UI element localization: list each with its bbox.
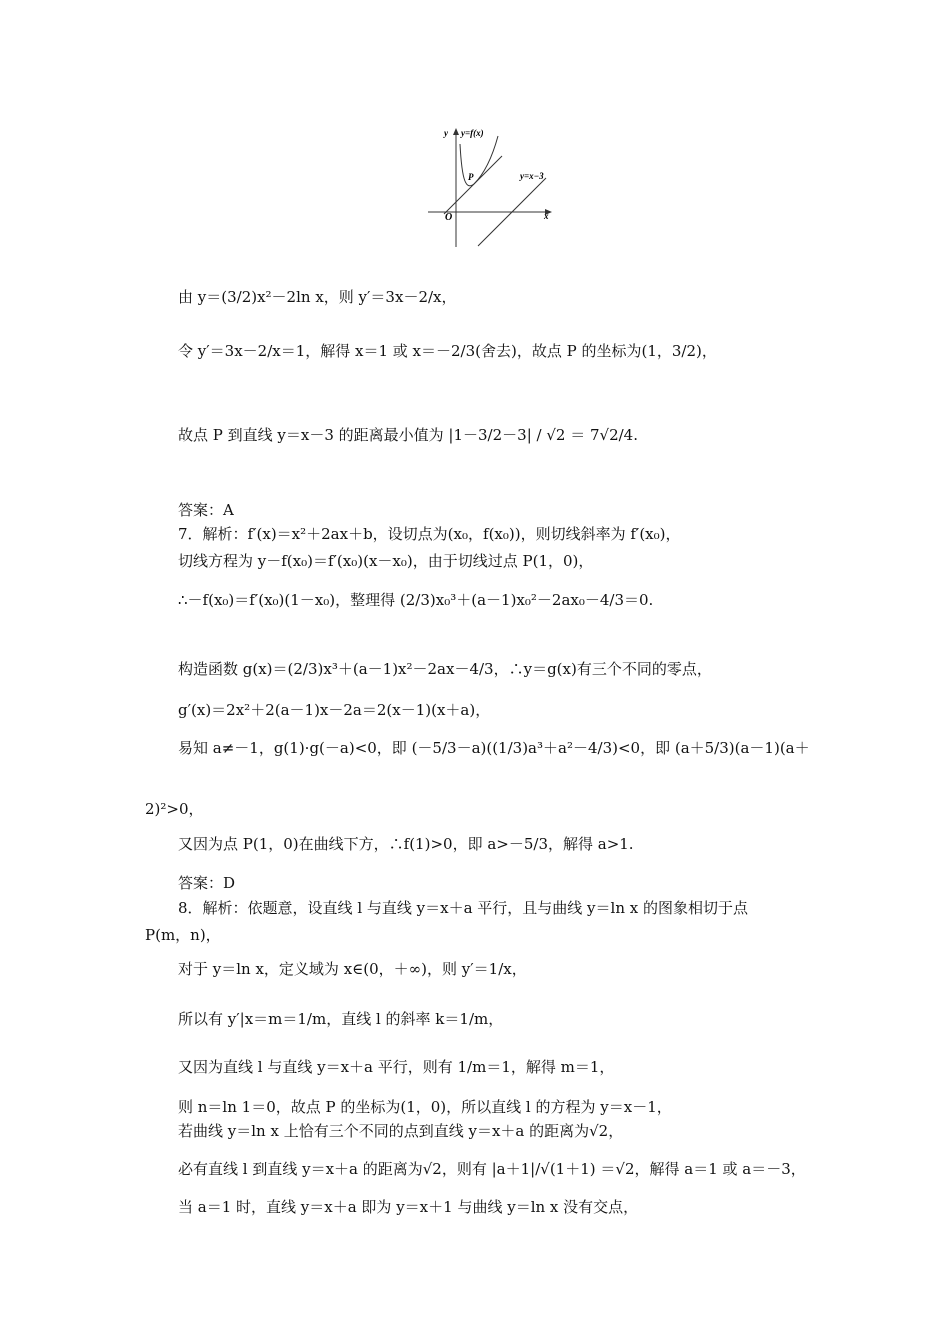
text-line: 对于 y＝ln x，定义域为 x∈(0，＋∞)，则 y′＝1/x， bbox=[178, 960, 527, 978]
text-line: 2)²>0， bbox=[145, 800, 204, 818]
text-line: 则 n＝ln 1＝0，故点 P 的坐标为(1，0)，所以直线 l 的方程为 y＝x－1， bbox=[178, 1098, 672, 1116]
text-line: 若曲线 y＝ln x 上恰有三个不同的点到直线 y＝x＋a 的距离为√2， bbox=[178, 1122, 624, 1140]
text-line: 切线方程为 y－f(x₀)＝f′(x₀)(x－x₀)，由于切线过点 P(1，0)， bbox=[178, 552, 594, 570]
text-line: 又因为直线 l 与直线 y＝x＋a 平行，则有 1/m＝1，解得 m＝1， bbox=[178, 1058, 615, 1076]
text-line: ∴－f(x₀)＝f′(x₀)(1－x₀)，整理得 (2/3)x₀³＋(a－1)x₀²－2ax₀－4/3＝0. bbox=[178, 591, 654, 609]
answer-line: 答案：D bbox=[178, 874, 236, 892]
text-line: 构造函数 g(x)＝(2/3)x³＋(a－1)x²－2ax－4/3，∴y＝g(x)有三个不同的零点， bbox=[178, 660, 712, 678]
text-line: 必有直线 l 到直线 y＝x＋a 的距离为√2，则有 |a＋1|/√(1＋1) ＝√2，解得 a＝1 或 a＝－3， bbox=[178, 1160, 806, 1178]
text-line: 由 y＝(3/2)x²－2ln x，则 y′＝3x－2/x， bbox=[178, 288, 457, 306]
text-line: P(m，n)， bbox=[145, 926, 221, 944]
tangent-line bbox=[444, 156, 502, 214]
x-axis-label: x bbox=[544, 211, 549, 221]
text-line: g′(x)＝2x²＋2(a－1)x－2a＝2(x－1)(x＋a)， bbox=[178, 701, 491, 719]
answer-line: 答案：A bbox=[178, 501, 234, 519]
y-axis-label: y bbox=[444, 128, 448, 138]
point-p-label: P bbox=[468, 172, 474, 182]
origin-label: O bbox=[445, 212, 453, 223]
text-line: 7．解析：f′(x)＝x²＋2ax＋b，设切点为(x₀，f(x₀))，则切线斜率为 f′(x₀)， bbox=[178, 525, 681, 543]
function-graph-figure bbox=[420, 122, 560, 252]
text-line: 8．解析：依题意，设直线 l 与直线 y＝x＋a 平行，且与曲线 y＝ln x 的图象相切于点 bbox=[178, 899, 748, 917]
text-line: 又因为点 P(1，0)在曲线下方，∴f(1)>0，即 a>－5/3，解得 a>1. bbox=[178, 835, 634, 853]
line-label: y=x−3 bbox=[520, 171, 544, 181]
text-line: 易知 a≠－1，g(1)·g(－a)<0，即 (－5/3－a)((1/3)a³＋a²－4/3)<0，即 (a＋5/3)(a－1)(a＋ bbox=[178, 739, 810, 757]
text-line: 所以有 y′|x＝m＝1/m，直线 l 的斜率 k＝1/m， bbox=[178, 1010, 504, 1028]
text-line: 当 a＝1 时，直线 y＝x＋a 即为 y＝x＋1 与曲线 y＝ln x 没有交点， bbox=[178, 1198, 639, 1216]
text-line: 令 y′＝3x－2/x＝1，解得 x＝1 或 x＝－2/3(舍去)，故点 P 的坐标为(1，3/2)， bbox=[178, 342, 717, 360]
curve-label: y=f(x) bbox=[461, 128, 484, 138]
text-line: 故点 P 到直线 y＝x－3 的距离最小值为 |1－3/2－3| / √2 ＝ 7√2/4. bbox=[178, 426, 638, 444]
